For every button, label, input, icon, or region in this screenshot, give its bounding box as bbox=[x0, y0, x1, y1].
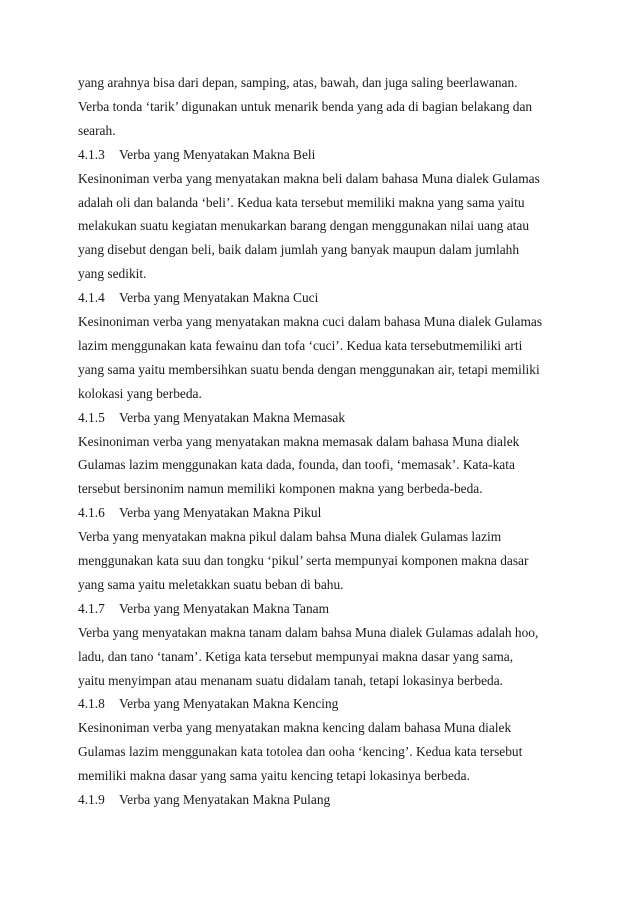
paragraph-line: menggunakan kata suu dan tongku ‘pikul’ serta mempunyai komponen makna dasar bbox=[78, 553, 529, 568]
section-heading bbox=[78, 601, 329, 617]
section-title: Verba yang Menyatakan Makna Beli bbox=[119, 146, 316, 162]
paragraph-line: kolokasi yang berbeda. bbox=[78, 385, 202, 401]
section-title: Verba yang Menyatakan Makna Memasak bbox=[119, 409, 346, 425]
paragraph-line: Kesinoniman verba yang menyatakan makna memasak dalam bahasa Muna dialek bbox=[78, 433, 520, 449]
section-title: Verba yang Menyatakan Makna Cuci bbox=[119, 290, 319, 306]
paragraph-line: melakukan suatu kegiatan menukarkan barang dengan menggunakan nilai uang atau bbox=[78, 218, 530, 234]
section-title: Verba yang Menyatakan Makna Pulang bbox=[119, 792, 331, 807]
paragraph-line: yang sedikit. bbox=[78, 266, 147, 282]
paragraph-line: memiliki makna dasar yang sama yaitu kencing tetapi lokasinya berbeda. bbox=[78, 768, 470, 784]
section-number: 4.1.9 bbox=[78, 792, 105, 807]
paragraph-line: Verba yang menyatakan makna tanam dalam bahsa Muna dialek Gulamas adalah hoo, bbox=[78, 624, 539, 640]
section-number: 4.1.4 bbox=[78, 290, 105, 306]
paragraph-line: tersebut bersinonim namun memiliki komponen makna yang berbeda-beda. bbox=[78, 481, 483, 497]
section-number: 4.1.3 bbox=[78, 146, 105, 162]
paragraph-line: yaitu menyimpan atau menanam suatu didalam tanah, tetapi lokasinya berbeda. bbox=[78, 672, 504, 688]
paragraph-line: yang disebut dengan beli, baik dalam jumlah yang banyak maupun dalam jumlahh bbox=[78, 242, 520, 258]
paragraph-line: yang arahnya bisa dari depan, samping, atas, bawah, dan juga saling beerlawanan. bbox=[78, 75, 518, 90]
paragraph-line: Verba tonda ‘tarik’ digunakan untuk menarik benda yang ada di bagian belakang dan bbox=[78, 98, 533, 114]
section-heading bbox=[78, 505, 321, 521]
section-number: 4.1.5 bbox=[78, 409, 105, 425]
paragraph-line: adalah oli dan balanda ‘beli’. Kedua kata tersebut memiliki makna yang sama yaitu bbox=[78, 194, 525, 210]
paragraph-line: yang sama yaitu membersihkan suatu benda dengan menggunakan air, tetapi memiliki bbox=[78, 361, 540, 377]
paragraph-line: Kesinoniman verba yang menyatakan makna cuci dalam bahasa Muna dialek Gulamas bbox=[78, 314, 543, 329]
paragraph-line: Gulamas lazim menggunakan kata dada, founda, dan toofi, ‘memasak’. Kata-kata bbox=[78, 457, 515, 473]
section-heading bbox=[78, 410, 345, 426]
paragraph-line: Kesinoniman verba yang menyatakan makna beli dalam bahasa Muna dialek Gulamas bbox=[78, 170, 540, 186]
paragraph-line: ladu, dan tano ‘tanam’. Ketiga kata tersebut mempunyai makna dasar yang sama, bbox=[78, 648, 514, 664]
paragraph-line: lazim menggunakan kata fewainu dan tofa ‘cuci’. Kedua kata tersebutmemiliki arti bbox=[78, 337, 523, 353]
section-heading bbox=[78, 696, 338, 712]
section-number: 4.1.8 bbox=[78, 696, 105, 712]
paragraph-line: searah. bbox=[78, 122, 116, 138]
section-heading bbox=[78, 290, 318, 306]
paragraph-line: Gulamas lazim menggunakan kata totolea dan ooha ‘kencing’. Kedua kata tersebut bbox=[78, 744, 523, 760]
paragraph-line: Verba yang menyatakan makna pikul dalam bahsa Muna dialek Gulamas lazim bbox=[78, 529, 502, 545]
paragraph-line: yang sama yaitu meletakkan suatu beban di bahu. bbox=[78, 576, 344, 592]
section-title: Verba yang Menyatakan Makna Kencing bbox=[119, 696, 339, 712]
section-title: Verba yang Menyatakan Makna Tanam bbox=[119, 600, 330, 616]
section-heading bbox=[78, 147, 315, 163]
paragraph-line: Kesinoniman verba yang menyatakan makna kencing dalam bahasa Muna dialek bbox=[78, 720, 512, 736]
section-heading bbox=[78, 792, 330, 808]
section-title: Verba yang Menyatakan Makna Pikul bbox=[119, 505, 322, 521]
section-number: 4.1.6 bbox=[78, 505, 105, 521]
section-number: 4.1.7 bbox=[78, 600, 105, 616]
